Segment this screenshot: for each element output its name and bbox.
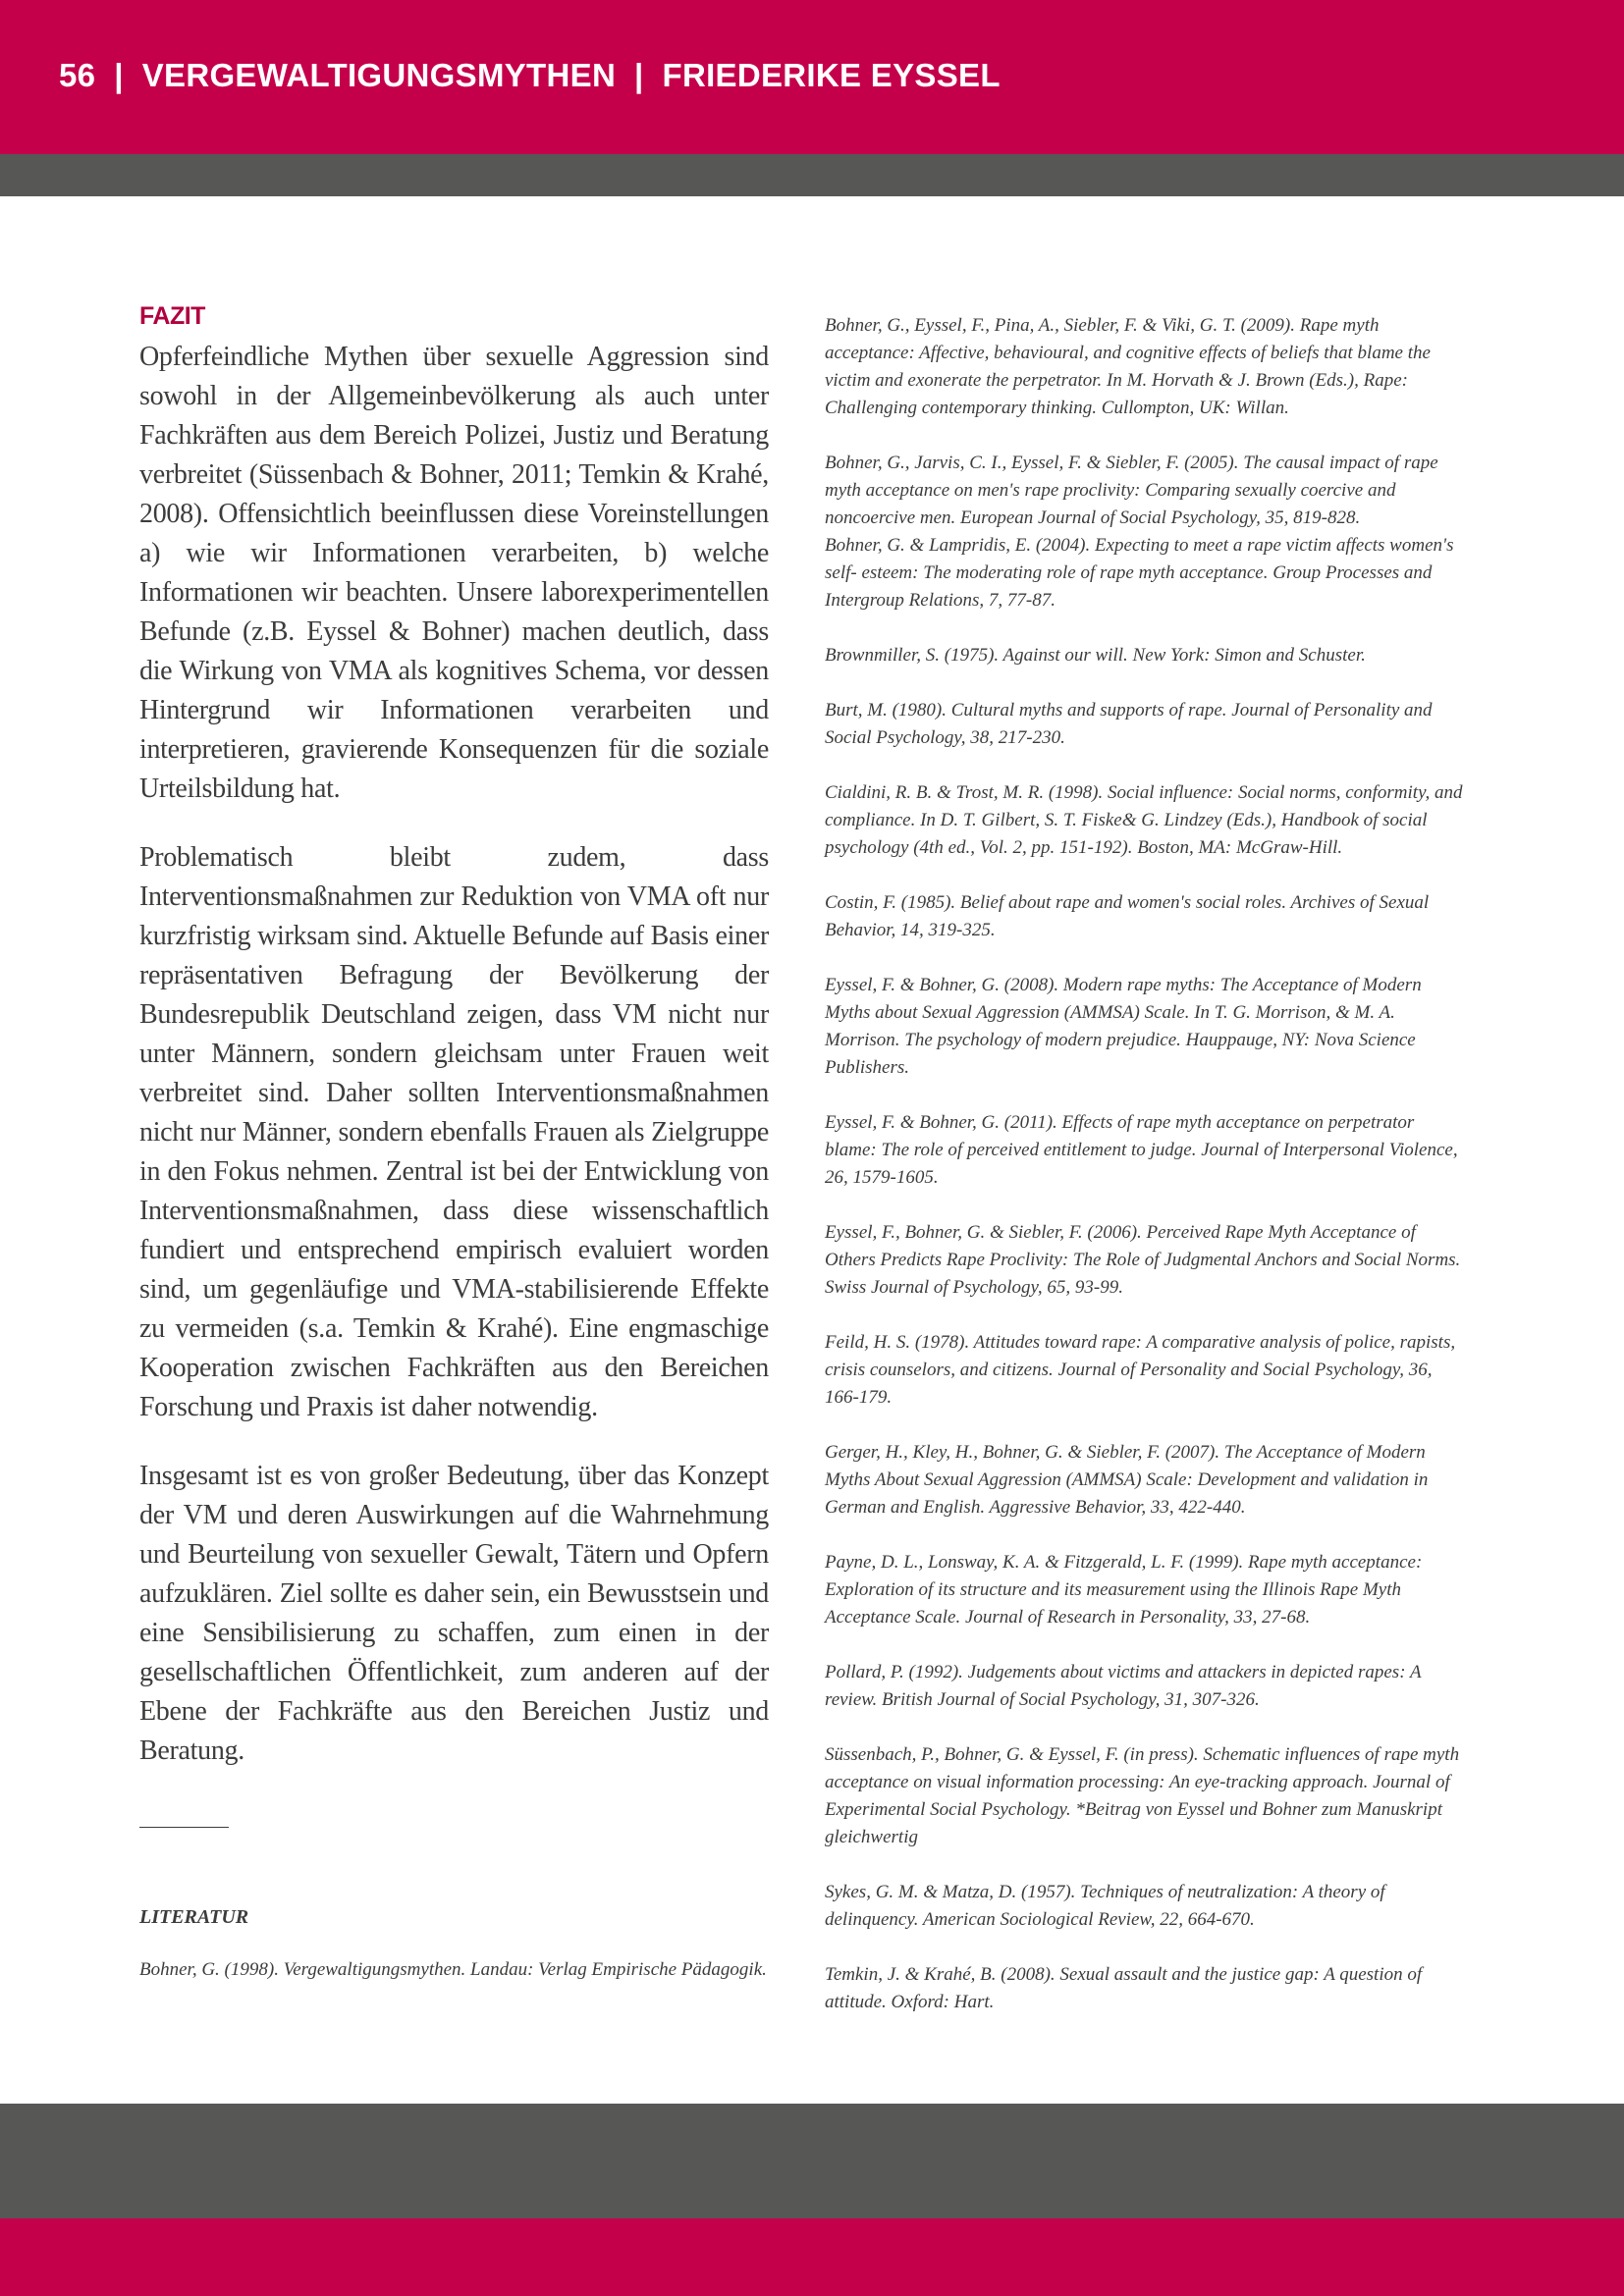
- reference: Süssenbach, P., Bohner, G. & Eyssel, F. (in press). Schematic influences of rape myth acceptance on visual information processing: An eye-tracking approach. Journal of Experimental Social Psychology. *Beitrag von Eyssel und Bohner zum Manuskript gleichwertig: [825, 1744, 1460, 1847]
- reference: Temkin, J. & Krahé, B. (2008). Sexual assault and the justice gap: A question of attitude. Oxford: Hart.: [825, 1964, 1423, 2012]
- reference: Bohner, G., Eyssel, F., Pina, A., Siebler, F. & Viki, G. T. (2009). Rape myth acceptance: Affective, behavioural, and cognitive effects of beliefs that blame the victim and exonerate the perpetrator. In M. Horvath & J. Brown (Eds.), Rape: Challenging contemporary thinking. Cullompton, UK: Willan.: [825, 315, 1431, 418]
- section-body: [139, 338, 769, 1771]
- paragraph: Insgesamt ist es von großer Bedeutung, über das Konzept der VM und deren Auswirkungen auf die Wahrnehmung und Beurteilung von sexueller Gewalt, Tätern und Opfern aufzuklären. Ziel sollte es daher sein, ein Bewusstsein und eine Sensibilisierung zu schaffen, zum einen in der gesellschaftlichen Öffentlichkeit, zum anderen auf der Ebene der Fachkräfte aus den Bereichen Justiz und Beratung.: [139, 1461, 769, 1766]
- reference: Pollard, P. (1992). Judgements about victims and attackers in depicted rapes: A review. British Journal of Social Psychology, 31, 307-326.: [825, 1662, 1422, 1710]
- paragraph: Problematisch bleibt zudem, dass Interventionsmaßnahmen zur Reduktion von VMA oft nur kurzfristig wirksam sind. Aktuelle Befunde auf Basis einer repräsentativen Befragung der Bevölkerung der Bundesrepublik Deutschland zeigen, dass VM nicht nur unter Männern, sondern gleichsam unter Frauen weit verbreitet sind. Daher sollten Interventionsmaßnahmen nicht nur Männer, sondern ebenfalls Frauen als Zielgruppe in den Fokus nehmen. Zentral ist bei der Entwicklung von Interventionsmaßnahmen, dass diese wissenschaftlich fundiert und entsprechend empirisch evaluiert worden sind, um gegenläufige und VMA-stabilisierende Effekte zu vermeiden (s.a. Temkin & Krahé). Eine engmaschige Kooperation zwischen Fachkräften aus den Bereichen Forschung und Praxis ist daher notwendig.: [139, 842, 769, 1422]
- reference: Feild, H. S. (1978). Attitudes toward rape: A comparative analysis of police, rapists, crisis counselors, and citizens. Journal of Personality and Social Psychology, 36, 166-179.: [825, 1332, 1456, 1408]
- reference: Costin, F. (1985). Belief about rape and women's social roles. Archives of Sexual Behavior, 14, 319-325.: [825, 892, 1430, 940]
- reference: Bohner, G. (1998). Vergewaltigungsmythen. Landau: Verlag Empirische Pädagogik.: [139, 1959, 767, 1980]
- divider: [139, 1827, 229, 1828]
- reference: Bohner, G., Jarvis, C. I., Eyssel, F. & Siebler, F. (2005). The causal impact of rape myth acceptance on men's rape proclivity: Comparing sexually coercive and noncoercive men. European Journal of Social Psychology, 35, 819-828.: [825, 453, 1438, 528]
- literature-block: [139, 1906, 769, 2011]
- reference: Sykes, G. M. & Matza, D. (1957). Techniques of neutralization: A theory of delinquency. American Sociological Review, 22, 664-670.: [825, 1882, 1385, 1930]
- reference: Brownmiller, S. (1975). Against our will. New York: Simon and Schuster.: [825, 645, 1366, 666]
- reference: Payne, D. L., Lonsway, K. A. & Fitzgerald, L. F. (1999). Rape myth acceptance: Exploration of its structure and its measurement using the Illinois Rape Myth Acceptance Scale. Journal of Research in Personality, 33, 27-68.: [825, 1552, 1423, 1628]
- reference: Burt, M. (1980). Cultural myths and supports of rape. Journal of Personality and Social Psychology, 38, 217-230.: [825, 700, 1433, 748]
- literature-heading: LITERATUR: [139, 1906, 249, 1928]
- paragraph: Opferfeindliche Mythen über sexuelle Aggression sind sowohl in der Allgemeinbevölkerung als auch unter Fachkräften aus dem Bereich Polizei, Justiz und Beratung verbreitet (Süssenbach & Bohner, 2011; Temkin & Krahé, 2008). Offensichtlich beeinflussen diese Voreinstellungen a) wie wir Informationen verarbeiten, b) welche Informationen wir beachten. Unsere laborexperimentellen Befunde (z.B. Eyssel & Bohner) machen deutlich, dass die Wirkung von VMA als kognitives Schema, vor dessen Hintergrund wir Informationen verarbeiten und interpretieren, gravierende Konsequenzen für die soziale Urteilsbildung hat.: [139, 342, 769, 804]
- left-column: [139, 302, 769, 1800]
- header-gray-stripe: [0, 154, 1624, 196]
- footer-red-band: [0, 2218, 1624, 2296]
- footer-gray-band: [0, 2104, 1624, 2218]
- reference: Eyssel, F. & Bohner, G. (2011). Effects of rape myth acceptance on perpetrator blame: The role of perceived entitlement to judge. Journal of Interpersonal Violence, 26, 1579-1605.: [825, 1112, 1458, 1188]
- running-header: 56 | VERGEWALTIGUNGSMYTHEN | FRIEDERIKE EYSSEL: [59, 57, 1001, 93]
- section-heading: FAZIT: [139, 302, 205, 330]
- reference-list: [825, 312, 1463, 2044]
- reference: Eyssel, F. & Bohner, G. (2008). Modern rape myths: The Acceptance of Modern Myths about Sexual Aggression (AMMSA) Scale. In T. G. Morrison, & M. A. Morrison. The psychology of modern prejudice. Hauppauge, NY: Nova Science Publishers.: [825, 975, 1422, 1078]
- reference: Cialdini, R. B. & Trost, M. R. (1998). Social influence: Social norms, conformity, and compliance. In D. T. Gilbert, S. T. Fiske& G. Lindzey (Eds.), Handbook of social psychology (4th ed., Vol. 2, pp. 151-192). Boston, MA: McGraw-Hill.: [825, 782, 1463, 858]
- reference: Eyssel, F., Bohner, G. & Siebler, F. (2006). Perceived Rape Myth Acceptance of Others Predicts Rape Proclivity: The Role of Judgmental Anchors and Social Norms. Swiss Journal of Psychology, 65, 93-99.: [825, 1222, 1461, 1298]
- reference: Bohner, G. & Lampridis, E. (2004). Expecting to meet a rape victim affects women's self- esteem: The moderating role of rape myth acceptance. Group Processes and Intergroup Relations, 7, 77-87.: [825, 535, 1454, 611]
- reference: Gerger, H., Kley, H., Bohner, G. & Siebler, F. (2007). The Acceptance of Modern Myths About Sexual Aggression (AMMSA) Scale: Development and validation in German and English. Aggressive Behavior, 33, 422-440.: [825, 1442, 1429, 1518]
